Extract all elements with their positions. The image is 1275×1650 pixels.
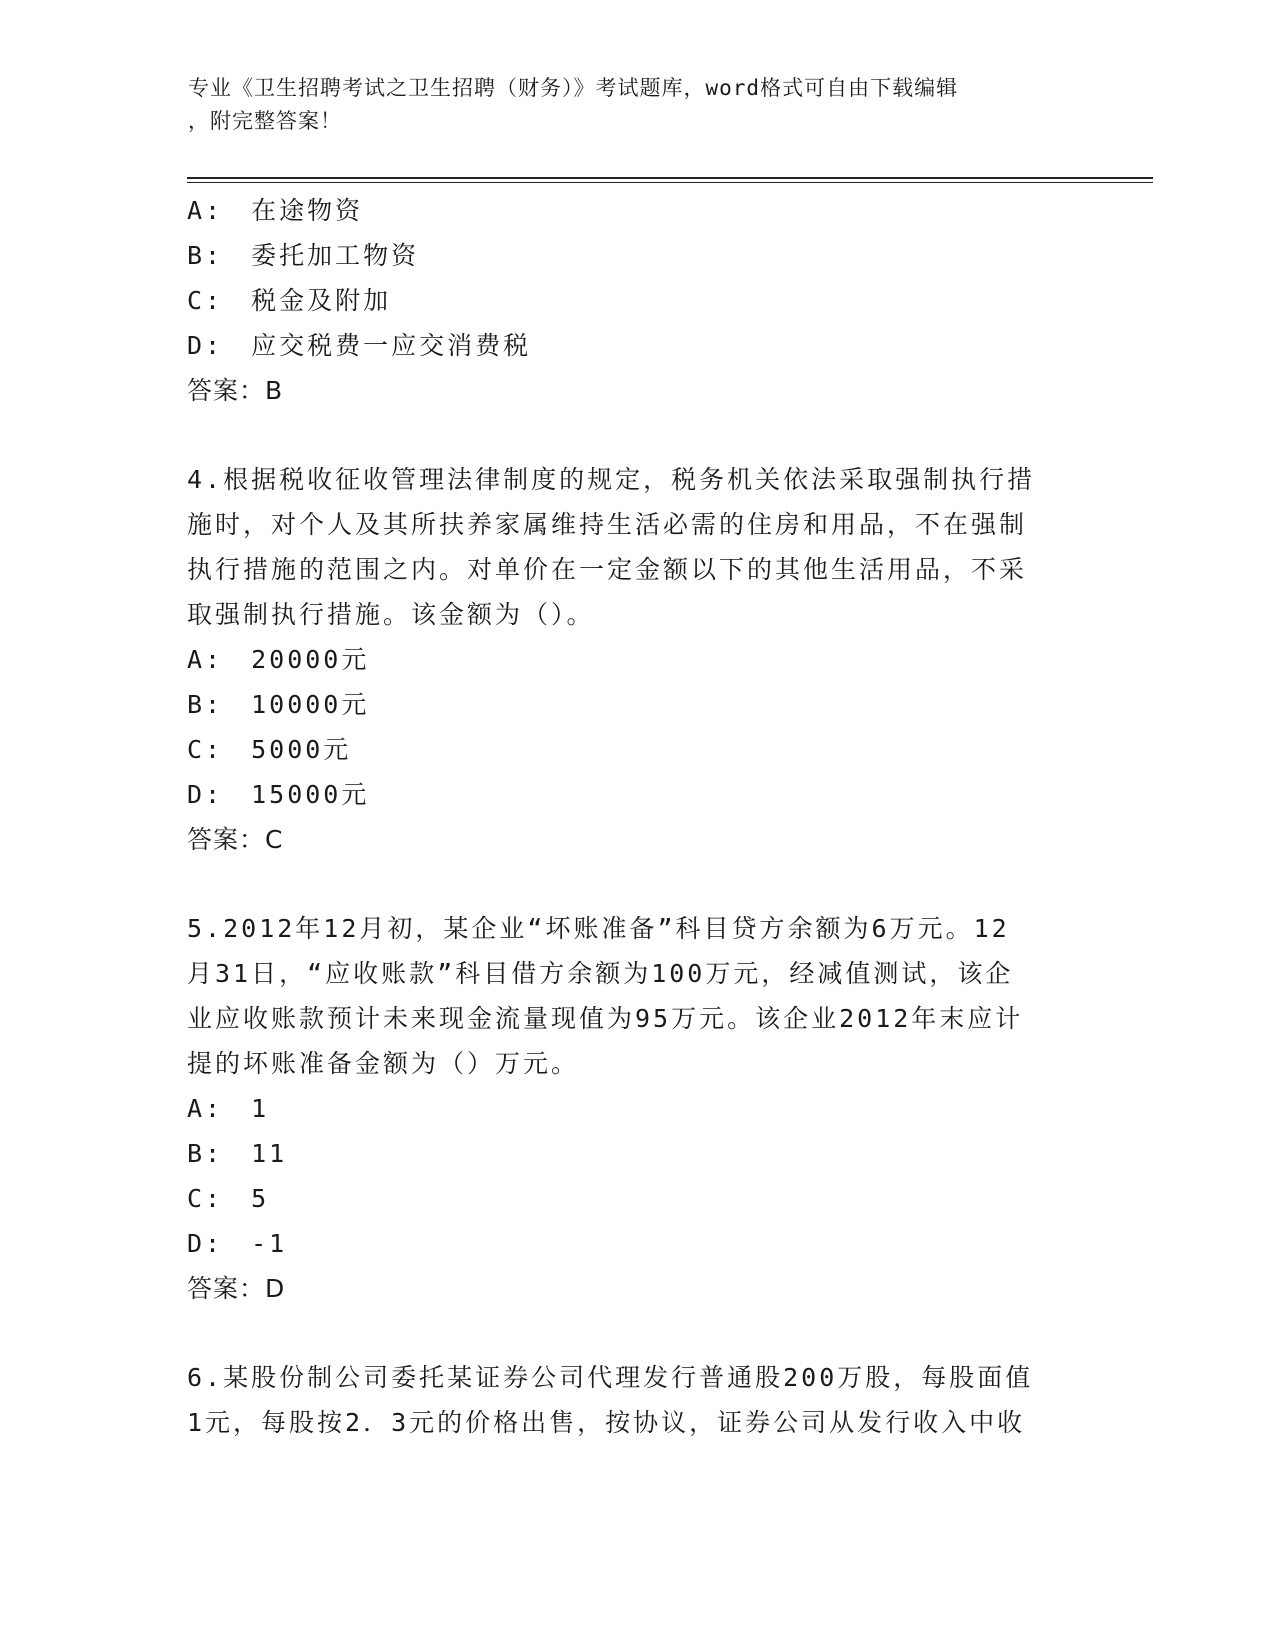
option-a: A: 1 [187,1094,270,1123]
question-text-line: 施时，对个人及其所扶养家属维持生活必需的住房和用品，不在强制 [187,510,1028,539]
document-header [188,72,1078,138]
question-text-line: 取强制执行措施。该金额为（）。 [187,600,595,629]
question-5 [187,906,1087,1311]
question-list [187,188,1087,1445]
question-text-line: 5.2012年12月初，某企业“坏账准备”科目贷方余额为6万元。12 [187,914,1010,943]
question-text-line: 月31日，“应收账款”科目借方余额为100万元，经减值测试，该企 [187,959,1014,988]
question-text-line: 4.根据税收征收管理法律制度的规定，税务机关依法采取强制执行措 [187,465,1036,494]
option-b: B: 11 [187,1139,288,1168]
question-text-line: 1元，每股按2．3元的价格出售，按协议，证券公司从发行收入中收 [187,1408,1026,1437]
option-d: D: 15000元 [187,780,370,809]
question-3-options [187,188,1087,413]
header-divider [187,177,1153,183]
answer: 答案：D [187,1274,286,1303]
option-c: C: 5 [187,1184,270,1213]
question-4 [187,457,1087,862]
question-text-line: 业应收账款预计未来现金流量现值为95万元。该企业2012年末应计 [187,1004,1024,1033]
option-c: C: 税金及附加 [187,286,392,315]
option-a: A: 在途物资 [187,196,364,225]
option-d: D: 应交税费一应交消费税 [187,331,532,360]
option-a: A: 20000元 [187,645,370,674]
option-b: B: 10000元 [187,690,370,719]
header-line-1: 专业《卫生招聘考试之卫生招聘（财务）》考试题库，word格式可自由下载编辑 [188,76,959,100]
answer: 答案：C [187,825,284,854]
question-text-line: 提的坏账准备金额为（）万元。 [187,1049,580,1078]
question-6 [187,1355,1087,1445]
answer: 答案：B [187,376,284,405]
question-text-line: 执行措施的范围之内。对单价在一定金额以下的其他生活用品，不采 [187,555,1028,584]
option-d: D: -1 [187,1229,288,1258]
option-b: B: 委托加工物资 [187,241,420,270]
option-c: C: 5000元 [187,735,352,764]
question-text-line: 6.某股份制公司委托某证券公司代理发行普通股200万股，每股面值 [187,1363,1034,1392]
header-line-2: ，附完整答案！ [188,109,342,133]
